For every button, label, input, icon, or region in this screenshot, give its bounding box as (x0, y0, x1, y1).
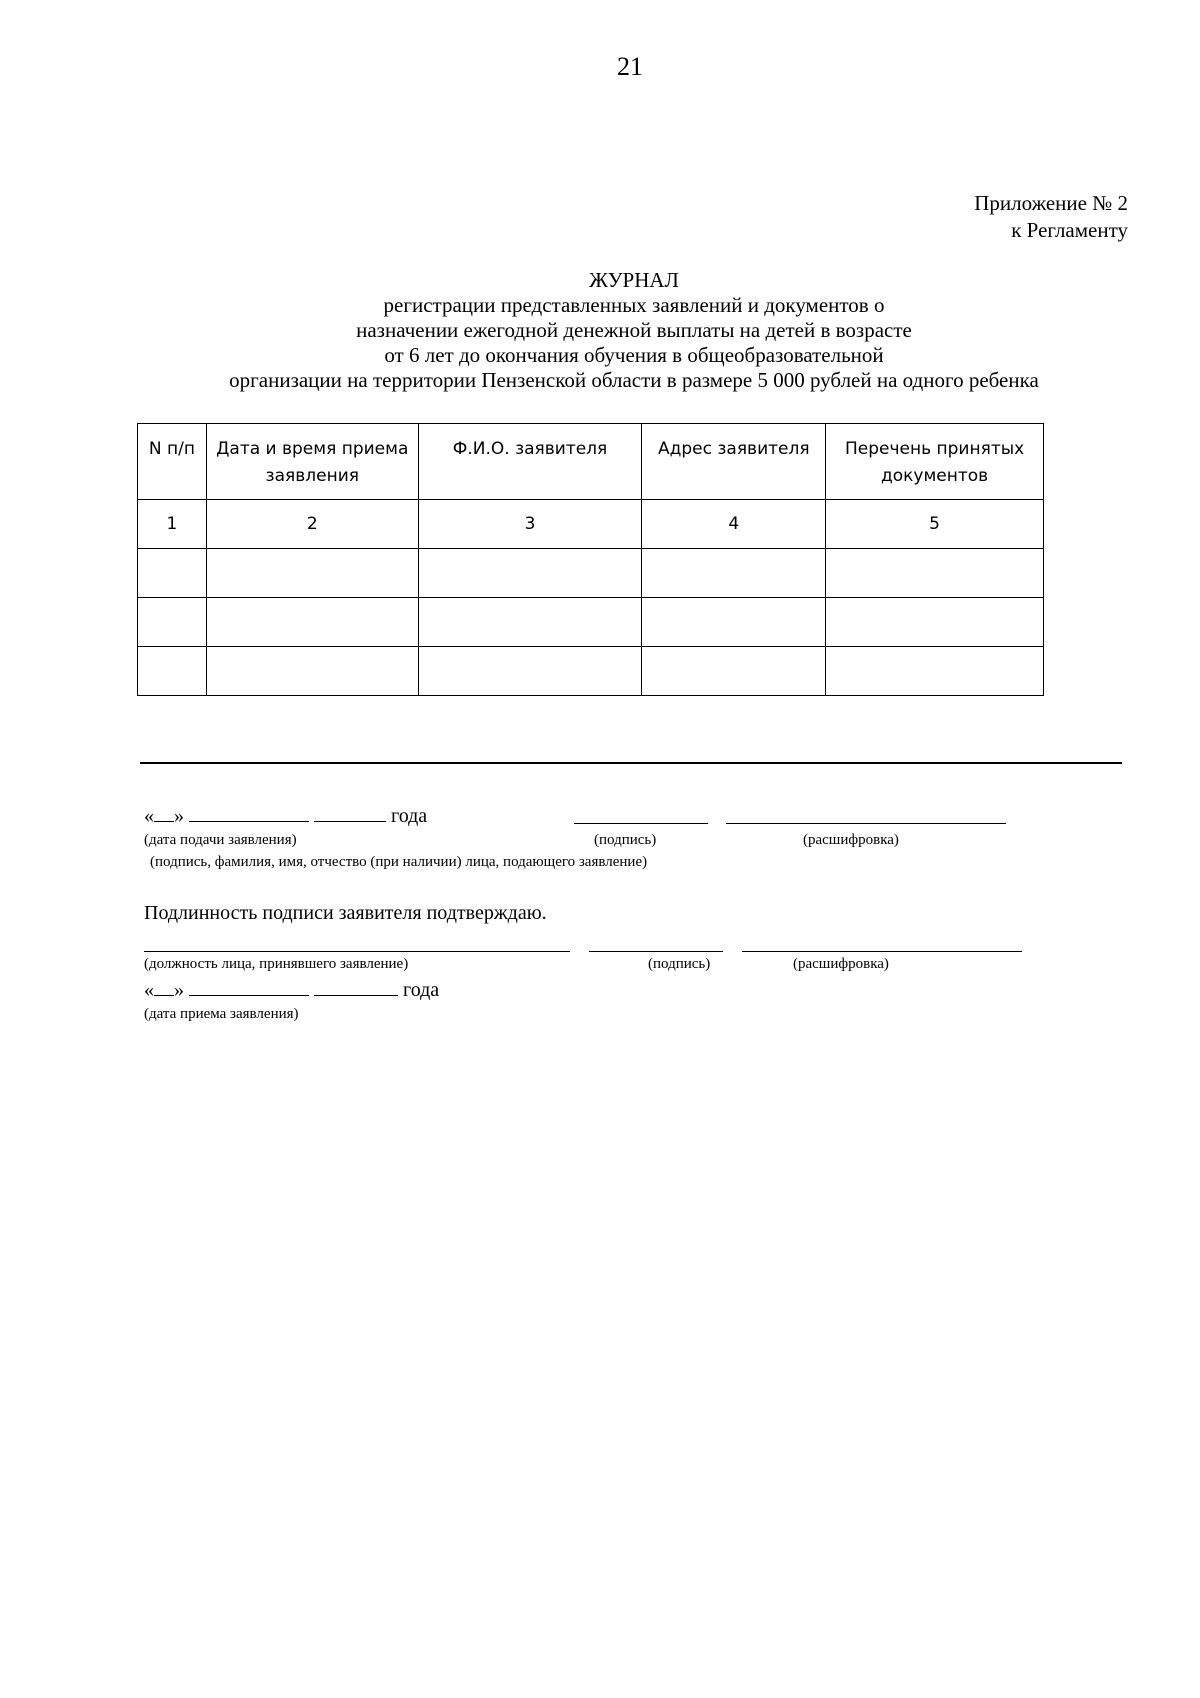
page-number: 21 (617, 52, 643, 81)
table-cell (418, 647, 642, 696)
title-heading: ЖУРНАЛ (589, 268, 679, 292)
label-acceptance-date: (дата приема заявления) (144, 1006, 299, 1022)
year-blank (314, 977, 398, 996)
column-number-cell: 5 (826, 500, 1044, 549)
table-cell (826, 598, 1044, 647)
authenticity-statement: Подлинность подписи заявителя подтверждаю. (144, 902, 547, 924)
label-confirm-decoding: (расшифровка) (793, 956, 889, 972)
header-cell-number: N п/п (138, 424, 207, 500)
quote-close: » (174, 979, 184, 1001)
header-cell-documents: Перечень принятых документов (826, 424, 1044, 500)
appendix-line-2: к Регламенту (1011, 218, 1128, 242)
table-cell (206, 549, 418, 598)
section-separator (140, 762, 1122, 764)
label-applicant-signature: (подпись) (594, 832, 657, 848)
table-row (138, 647, 1044, 696)
table-row (138, 598, 1044, 647)
quote-close: » (174, 805, 184, 827)
header-cell-date: Дата и время приема заявления (206, 424, 418, 500)
confirm-signature-blank (589, 951, 723, 952)
column-number-cell: 3 (418, 500, 642, 549)
document-title (136, 268, 1132, 393)
table-cell (138, 647, 207, 696)
table-cell (826, 549, 1044, 598)
year-blank (314, 803, 386, 822)
table-cell (826, 647, 1044, 696)
header-cell-address: Адрес заявителя (642, 424, 826, 500)
title-line-4: организации на территории Пензенской области в размере 5 000 рублей на одного ребенка (229, 368, 1039, 392)
table-cell (138, 549, 207, 598)
label-confirm-signature: (подпись) (648, 956, 711, 972)
day-blank (154, 803, 174, 822)
label-applicant-decoding: (расшифровка) (803, 832, 899, 848)
year-word: года (403, 979, 440, 1001)
signature-blank (574, 823, 708, 824)
table-cell (418, 598, 642, 647)
column-number-cell: 1 (138, 500, 207, 549)
label-applicant-person: (подпись, фамилия, имя, отчество (при наличии) лица, подающего заявление) (150, 854, 648, 870)
quote-open: « (144, 805, 154, 827)
table-cell (642, 647, 826, 696)
title-line-1: регистрации представленных заявлений и документов о (383, 293, 885, 317)
appendix-line-1: Приложение № 2 (974, 191, 1128, 215)
label-position: (должность лица, принявшего заявление) (144, 956, 409, 972)
table-row (138, 549, 1044, 598)
confirm-decoding-blank (742, 951, 1022, 952)
table-cell (138, 598, 207, 647)
application-date-line (144, 803, 427, 828)
label-application-date: (дата подачи заявления) (144, 832, 297, 848)
title-line-2: назначении ежегодной денежной выплаты на детей в возрасте (356, 318, 912, 342)
column-numbers-row (138, 500, 1044, 549)
decoding-blank (726, 823, 1006, 824)
month-blank (189, 977, 309, 996)
column-number-cell: 4 (642, 500, 826, 549)
table-cell (418, 549, 642, 598)
table-cell (642, 549, 826, 598)
table-cell (206, 647, 418, 696)
journal-table (137, 423, 1044, 696)
table-cell (642, 598, 826, 647)
table-header-row (138, 424, 1044, 500)
title-line-3: от 6 лет до окончания обучения в общеобразовательной (384, 343, 884, 367)
acceptance-date-line (144, 977, 439, 1002)
position-blank (144, 951, 570, 952)
column-number-cell: 2 (206, 500, 418, 549)
day-blank (154, 977, 174, 996)
appendix-reference (974, 190, 1128, 244)
table-cell (206, 598, 418, 647)
quote-open: « (144, 979, 154, 1001)
header-cell-name: Ф.И.О. заявителя (418, 424, 642, 500)
month-blank (189, 803, 309, 822)
year-word: года (391, 805, 428, 827)
